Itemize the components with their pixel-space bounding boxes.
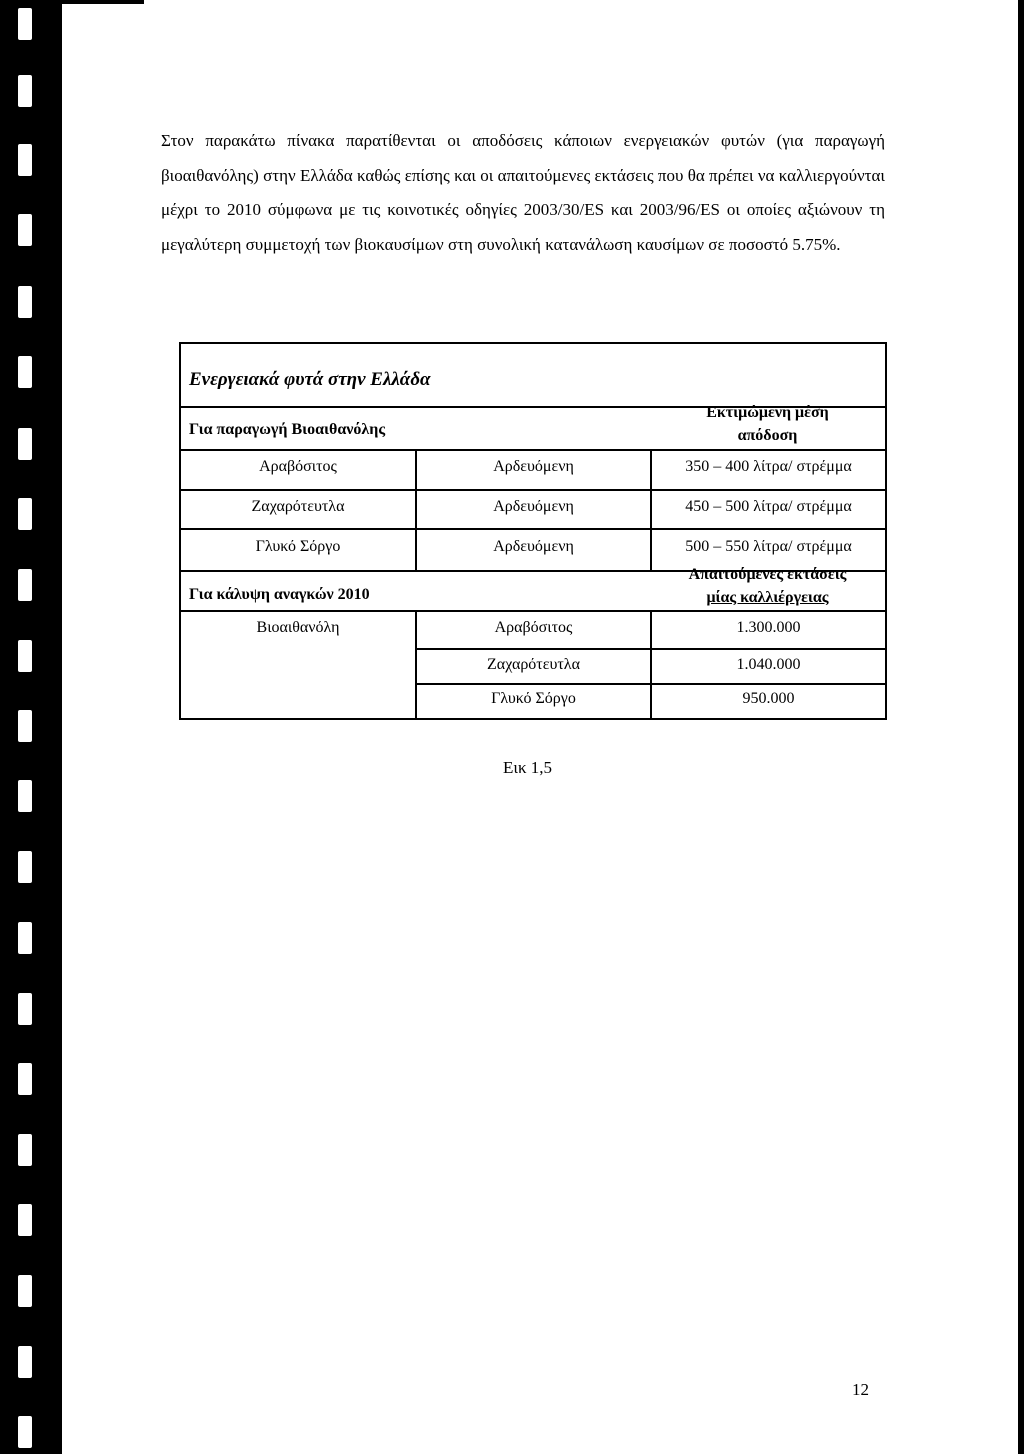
- table-cell-yield: 350 – 400 λίτρα/ στρέμμα: [685, 458, 852, 475]
- binding-hole: [18, 214, 32, 246]
- binding-hole: [18, 8, 32, 40]
- table-cell-crop: Ζαχαρότευτλα: [251, 498, 345, 515]
- table-cell-irrigation: Αρδευόμενη: [493, 498, 574, 515]
- binding-hole: [18, 569, 32, 601]
- figure-caption: Εικ 1,5: [503, 758, 553, 777]
- binding-hole: [18, 1346, 32, 1378]
- yield-header-line1: Εκτιμώμενη μέση: [706, 404, 829, 421]
- table-cell-yield: 450 – 500 λίτρα/ στρέμμα: [685, 498, 852, 515]
- table-rule: [181, 610, 885, 612]
- scan-edge-mark: [62, 0, 144, 4]
- document-page: [62, 0, 1018, 1454]
- table-rule: [181, 489, 885, 491]
- table-cell-area: 1.300.000: [736, 619, 801, 636]
- table-cell-yield: 500 – 550 λίτρα/ στρέμμα: [685, 538, 852, 555]
- binding-hole: [18, 640, 32, 672]
- table-cell-crop: Γλυκό Σόργο: [491, 690, 576, 707]
- table-cell-crop: Αραβόσιτος: [259, 458, 337, 475]
- table-cell-product: Βιοαιθανόλη: [256, 619, 340, 636]
- table-rule: [181, 528, 885, 530]
- binding-strip: [0, 0, 62, 1454]
- table-cell-crop: Ζαχαρότευτλα: [487, 656, 580, 673]
- table-cell-area: 1.040.000: [736, 656, 801, 673]
- binding-hole: [18, 1134, 32, 1166]
- table-cell-area: 950.000: [742, 690, 795, 707]
- table-cell-irrigation: Αρδευόμενη: [493, 458, 574, 475]
- yield-header-line2: απόδοση: [737, 427, 798, 444]
- binding-hole: [18, 710, 32, 742]
- area-header-line1: Απαιτούμενες εκτάσεις: [688, 566, 847, 583]
- binding-hole: [18, 356, 32, 388]
- binding-hole: [18, 1275, 32, 1307]
- table-cell-crop: Γλυκό Σόργο: [255, 538, 341, 555]
- binding-hole: [18, 780, 32, 812]
- table-cell-crop: Αραβόσιτος: [494, 619, 573, 636]
- binding-hole: [18, 75, 32, 107]
- binding-hole: [18, 498, 32, 530]
- table-rule: [181, 449, 885, 451]
- table-cell-irrigation: Αρδευόμενη: [493, 538, 574, 555]
- binding-hole: [18, 993, 32, 1025]
- binding-hole: [18, 922, 32, 954]
- binding-hole: [18, 1063, 32, 1095]
- binding-hole: [18, 1204, 32, 1236]
- binding-hole: [18, 1416, 32, 1448]
- intro-paragraph: Στον παρακάτω πίνακα παρατίθενται οι αποδόσεις κάποιων ενεργειακών φυτών (για παραγωγή βιοαιθανόλης) στην Ελλάδα καθώς επίσης και οι απαιτούμενες εκτάσεις που θα πρέπει να καλλιεργούνται μέχρι το 2010 σύμφωνα με τις κοινοτικές οδηγίες 2003/30/ES και 2003/96/ES οι οποίες αξιώνουν τη μεγαλύτερη συμμετοχή των βιοκαυσίμων στη συνολική κατανάλωση καυσίμων σε ποσοστό 5.75%.: [161, 131, 885, 254]
- binding-hole: [18, 428, 32, 460]
- area-header-line2: μίας καλλιέργειας: [706, 589, 829, 606]
- energy-crops-table: [179, 342, 887, 720]
- binding-hole: [18, 851, 32, 883]
- section-header-needs: Για κάλυψη αναγκών 2010: [189, 586, 370, 603]
- section-header-production: Για παραγωγή Βιοαιθανόλης: [189, 421, 386, 438]
- binding-hole: [18, 286, 32, 318]
- binding-hole: [18, 144, 32, 176]
- page-number: 12: [852, 1380, 869, 1399]
- table-title: Ενεργειακά φυτά στην Ελλάδα: [189, 369, 431, 390]
